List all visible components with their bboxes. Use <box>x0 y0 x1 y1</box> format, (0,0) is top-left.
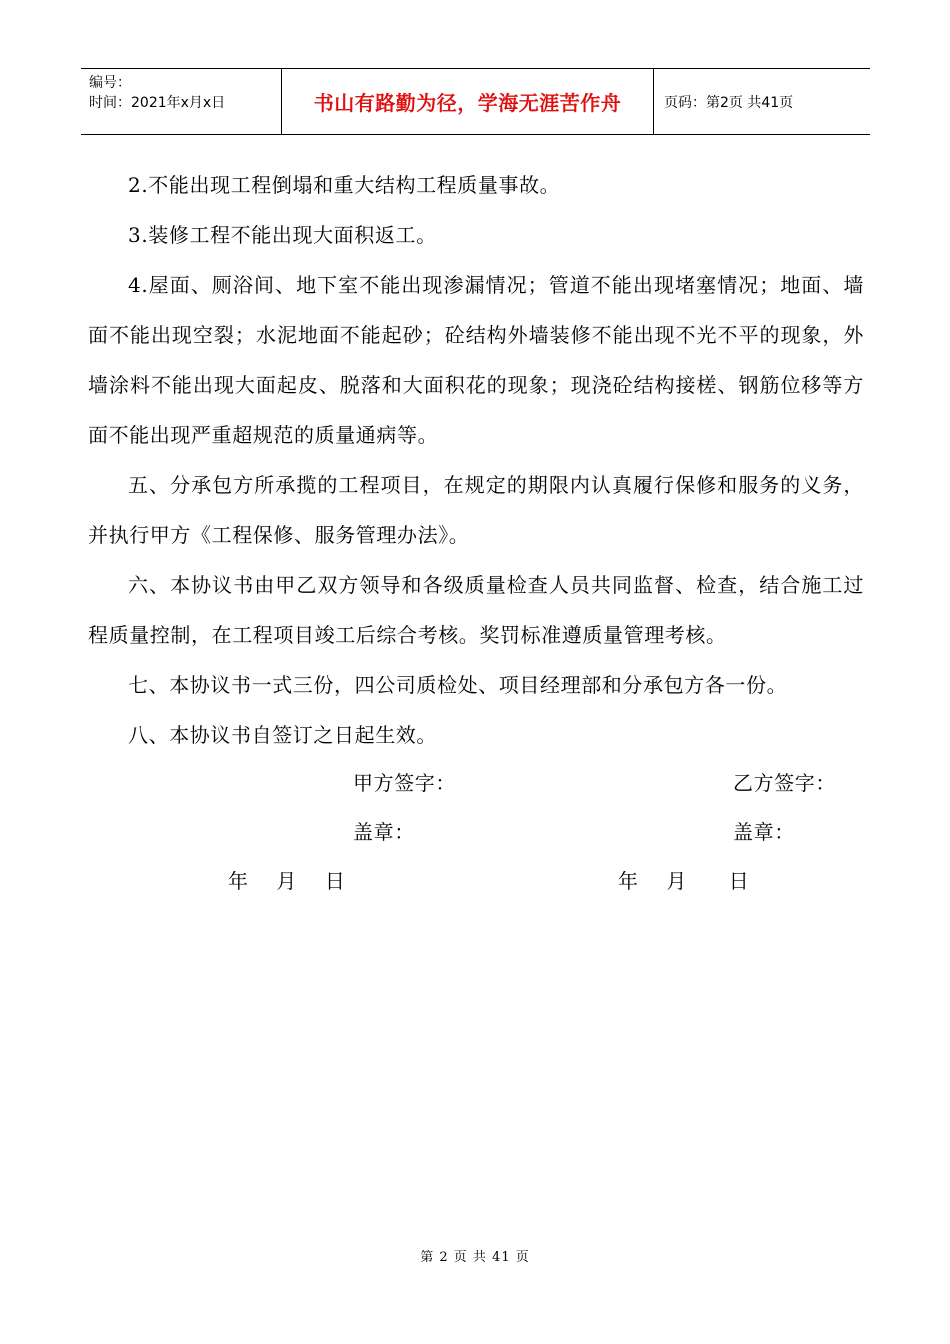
header-page-info: 页码：第2页 共41页 <box>664 94 794 111</box>
body-paragraph: 4.屋面、厕浴间、地下室不能出现渗漏情况；管道不能出现堵塞情况；地面、墙面不能出现空裂；水泥地面不能起砂；砼结构外墙装修不能出现不光不平的现象，外墙涂料不能出现大面起皮、脱落和大面积花的现象；现浇砼结构接槎、钢筋位移等方面不能出现严重超规范的质量通病等。 <box>88 273 864 447</box>
body-paragraph: 六、本协议书由甲乙双方领导和各级质量检查人员共同监督、检查，结合施工过程质量控制，在工程项目竣工后综合考核。奖罚标准遵质量管理考核。 <box>88 573 864 647</box>
party-b-date-line: 年 月 日 <box>618 869 750 893</box>
body-paragraph: 八、本协议书自签订之日起生效。 <box>128 723 437 747</box>
party-b-seal-label: 盖章： <box>733 820 795 844</box>
page-header <box>81 68 870 135</box>
header-meta-cell <box>81 69 282 134</box>
body-paragraph: 五、分承包方所承揽的工程项目，在规定的期限内认真履行保修和服务的义务，并执行甲方《工程保修、服务管理办法》。 <box>88 473 864 547</box>
document-number-label: 编号： <box>89 75 131 91</box>
document-time-label: 时间：2021年x月x日 <box>89 95 226 111</box>
party-a-date-line: 年 月 日 <box>228 869 346 893</box>
header-motto: 书山有路勤为径，学海无涯苦作舟 <box>282 69 654 134</box>
party-a-seal-label: 盖章： <box>353 820 415 844</box>
page-footer: 第 2 页 共 41 页 <box>420 1250 530 1265</box>
body-paragraph: 七、本协议书一式三份，四公司质检处、项目经理部和分承包方各一份。 <box>128 673 788 697</box>
document-body <box>88 160 864 760</box>
party-b-signature-label: 乙方签字： <box>733 771 836 795</box>
body-paragraph: 3.装修工程不能出现大面积返工。 <box>128 223 437 247</box>
body-paragraph: 2.不能出现工程倒塌和重大结构工程质量事故。 <box>128 173 561 197</box>
party-a-signature-label: 甲方签字： <box>353 771 456 795</box>
